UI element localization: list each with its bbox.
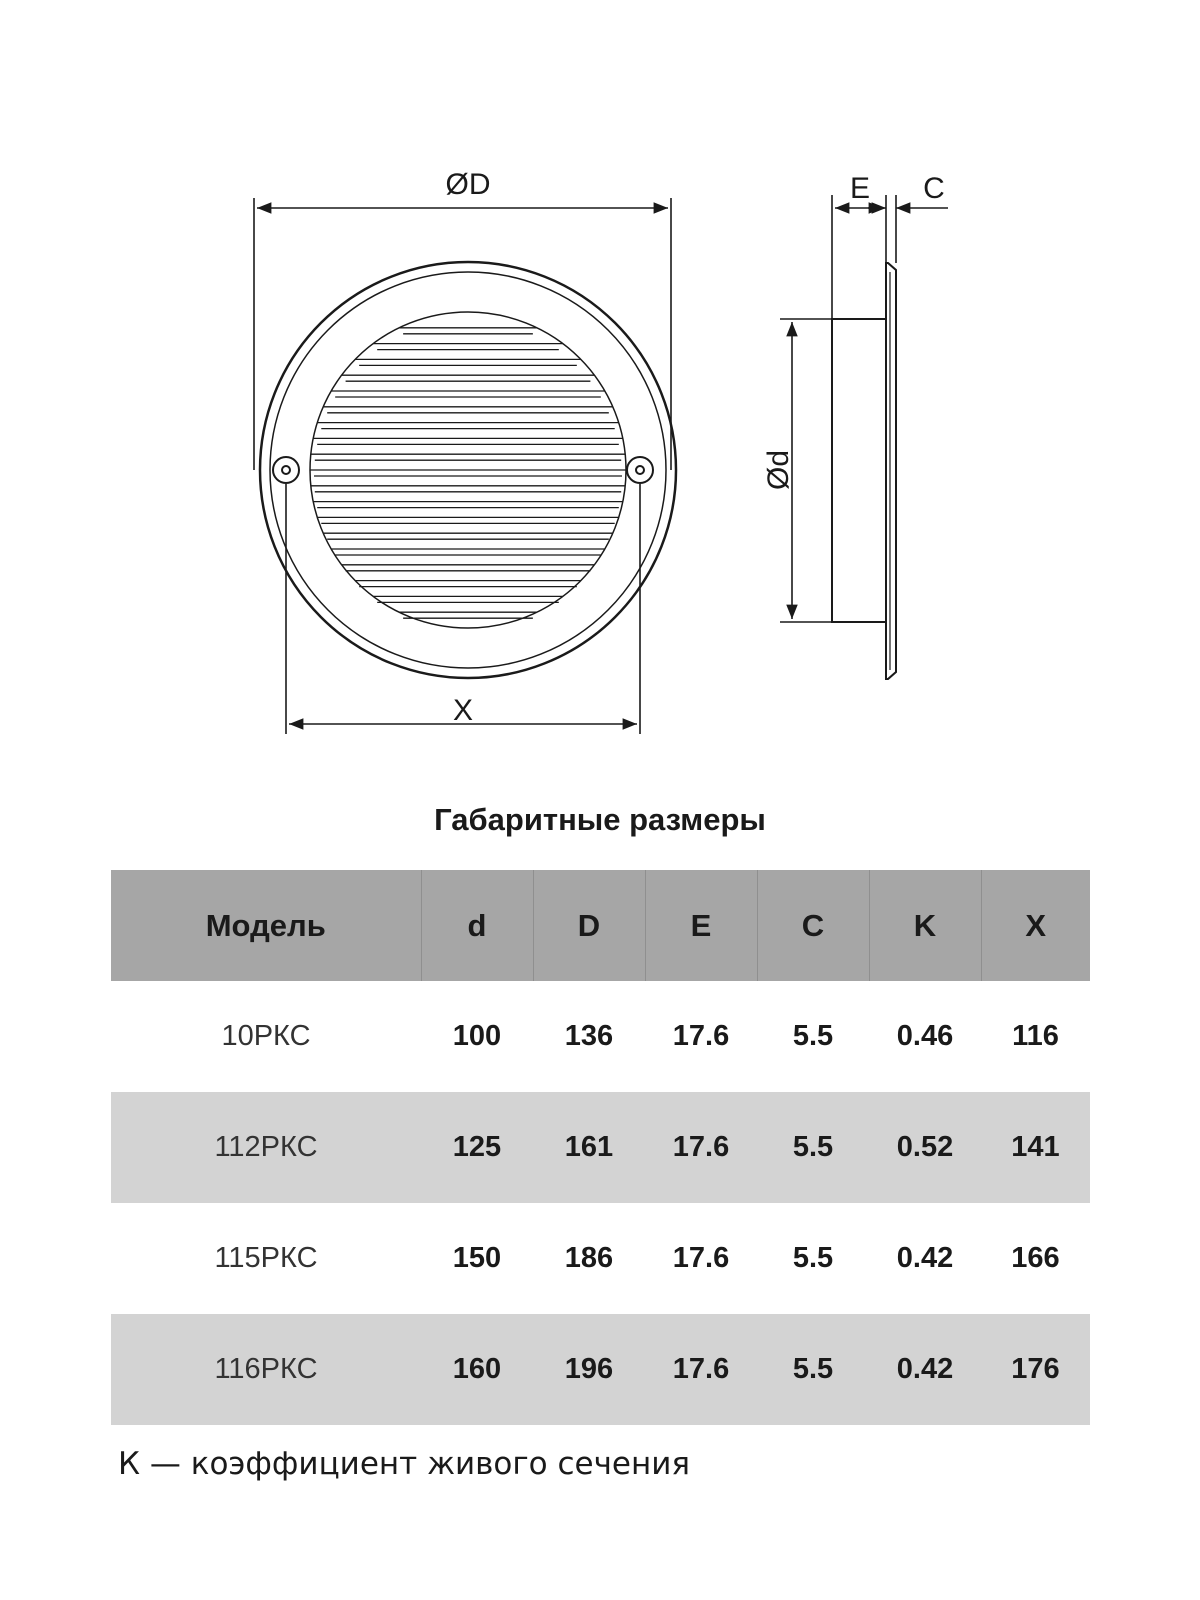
louver-slat — [399, 328, 537, 334]
table-row — [111, 1203, 1090, 1314]
cell-C: 5.5 — [792, 1353, 834, 1385]
dimension-C — [868, 195, 948, 263]
grille-louvers — [310, 328, 626, 618]
cell-d: 100 — [452, 1020, 502, 1052]
louver-slat — [373, 596, 563, 602]
cell-C: 5.5 — [792, 1242, 834, 1274]
cell-model: 116РКС — [214, 1353, 318, 1385]
table-row — [111, 981, 1090, 1092]
cell-d: 160 — [452, 1353, 502, 1385]
technical-drawing — [0, 0, 1200, 770]
louver-slat — [355, 581, 581, 587]
cell-X: 176 — [1011, 1353, 1060, 1385]
cell-X: 166 — [1011, 1242, 1060, 1274]
cell-E: 17.6 — [672, 1353, 730, 1385]
louver-slat — [317, 423, 618, 429]
dimension-E-label: E — [849, 172, 871, 205]
dimension-X-label: X — [452, 694, 474, 727]
cell-D: 161 — [564, 1131, 614, 1163]
dimensions-table — [111, 870, 1090, 1425]
louver-slat — [342, 565, 595, 571]
louver-slat — [355, 359, 581, 365]
header-E: E — [645, 870, 757, 981]
header-D: D — [533, 870, 645, 981]
cell-model: 115РКС — [214, 1242, 318, 1274]
louver-slat — [313, 502, 623, 508]
louver-slat — [311, 454, 625, 460]
cell-E: 17.6 — [672, 1020, 730, 1052]
header-C: C — [757, 870, 869, 981]
front-view — [260, 262, 676, 678]
cell-model: 10РКС — [221, 1020, 311, 1052]
cell-K: 0.46 — [896, 1020, 954, 1052]
cell-D: 186 — [564, 1242, 614, 1274]
cell-E: 17.6 — [672, 1242, 730, 1274]
louver-slat — [342, 375, 595, 381]
flange-profile — [886, 263, 896, 679]
mount-hole-right — [627, 457, 653, 483]
cell-K: 0.42 — [896, 1242, 954, 1274]
cell-E: 17.6 — [672, 1131, 730, 1163]
louver-slat — [373, 344, 563, 350]
cell-K: 0.42 — [896, 1353, 954, 1385]
louver-slat — [313, 438, 623, 444]
header-model: Модель — [205, 907, 326, 943]
table-title: Габаритные размеры — [434, 802, 766, 837]
header-K: K — [869, 870, 981, 981]
header-X: X — [981, 870, 1090, 981]
dimension-D-label: ØD — [445, 168, 491, 201]
footnote: К — коэффициент живого сечения — [118, 1446, 691, 1482]
header-d: d — [421, 870, 533, 981]
table-row — [111, 1092, 1090, 1203]
cell-D: 136 — [564, 1020, 614, 1052]
louver-slat — [323, 407, 613, 413]
cell-C: 5.5 — [792, 1020, 834, 1052]
dimension-C-label: C — [923, 172, 945, 205]
cell-d: 150 — [452, 1242, 502, 1274]
cell-X: 116 — [1012, 1020, 1059, 1052]
cell-d: 125 — [452, 1131, 502, 1163]
cell-D: 196 — [564, 1353, 614, 1385]
louver-slat — [331, 549, 605, 555]
cell-X: 141 — [1011, 1131, 1060, 1163]
mount-hole-left — [273, 457, 299, 483]
cell-C: 5.5 — [792, 1131, 834, 1163]
duct-sleeve — [832, 319, 886, 622]
table-row — [111, 1314, 1090, 1425]
cell-K: 0.52 — [896, 1131, 954, 1163]
dimension-d-label: Ød — [762, 449, 795, 491]
louver-slat — [331, 391, 605, 397]
side-view — [832, 263, 896, 679]
table-header-row — [111, 870, 1090, 981]
louver-slat — [399, 612, 537, 618]
dimension-E — [832, 195, 886, 319]
louver-slat — [317, 517, 618, 523]
louver-slat — [311, 486, 625, 492]
cell-model: 112РКС — [214, 1131, 318, 1163]
louver-slat — [323, 533, 613, 539]
louver-slat — [310, 470, 626, 476]
